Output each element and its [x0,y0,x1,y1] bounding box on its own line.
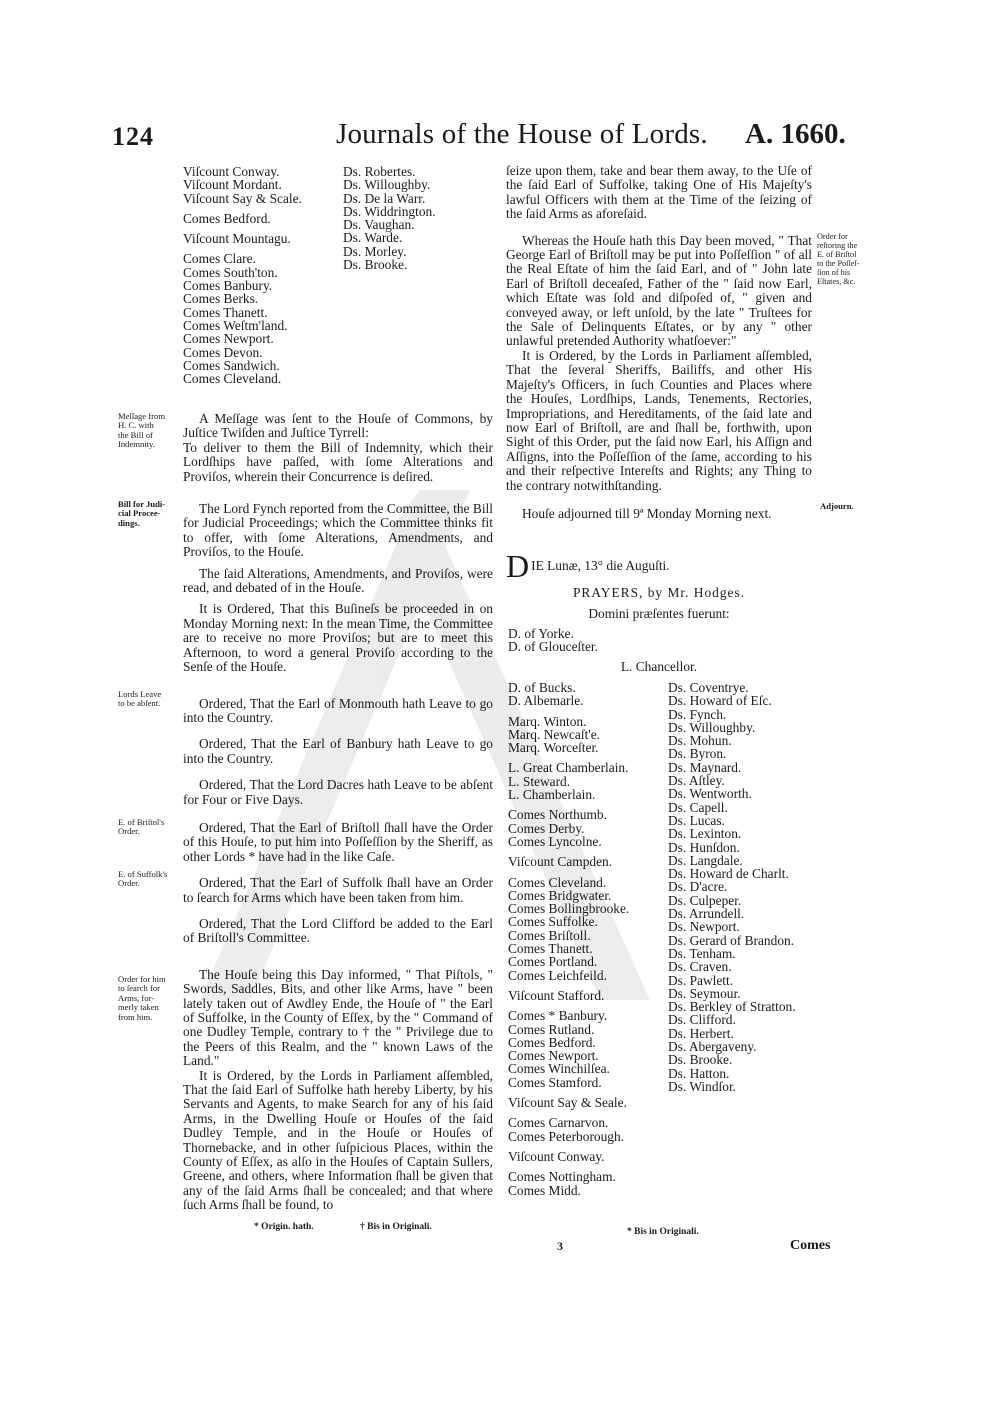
lord-name: Ds. Craven. [668,959,732,975]
lord-name: L. Great Chamberlain. [508,760,629,776]
lord-name: Comes Weſtm'land. [183,317,288,333]
lord-name: Ds. Capell. [668,799,728,815]
paragraph: To deliver to them the Bill of Indemnity, which their Lordſhips have paſſed, with ſome Alterations and Proviſos, wherein their Concurrence is deſired. [183,439,493,484]
left-column-text [183,412,493,1213]
lord-name: Ds. Brooke. [668,1052,733,1068]
lord-name: Comes Suffolke. [508,914,598,930]
lord-name: Viſcount Campden. [508,854,613,870]
lord-name: Comes * Banbury. [508,1008,608,1024]
lord-name: Ds. D'acre. [668,879,728,895]
lord-name: L. Chamberlain. [508,787,596,803]
lord-name: Ds. Robertes. [343,164,416,179]
footnote: † Bis in Originali. [360,1222,432,1232]
lord-name: Marq. Worceſter. [508,740,599,756]
lord-name: Comes Clare. [183,251,256,267]
paragraph: It is Ordered, by the Lords in Parliament aſſembled, That the ſaid Earl of Suffolke hath hereby Liberty, by his Servants and Agents, to make Search for any of his ſaid Arms, in the Dwelling Houſe or Houſes of the ſaid Dudley Temple, and in the Houſe or Houſes of Thornebacke, and in other ſuſpicious Places, within the County of Eſſex, as alſo in the Houſes of Captain Sullers, Greene, and others, where Information ſhall be given that any of the ſaid Arms ſhall be concealed; and that where ſuch Arms ſhall be found, to [183,1067,493,1213]
lord-name: Comes Carnarvon. [508,1115,609,1131]
present-line: Domini præſentes fuerunt: [588,606,730,621]
lord-name: Comes Midd. [508,1182,581,1198]
paragraph: Whereas the Houſe hath this Day been moved, " That George Earl of Briſtoll may be put into Poſſeſſion " of all the Real Eſtate of him the ſaid Earl, and of " John late Earl of Briſtoll deceaſed, Father of the " ſaid now Earl, which Eſtate was ſold and diſpoſed of, " given and conveyed away, or left unſold, by the late " Truſtees for the Sale of Delinquents Eſtates, or by any " other unlawful pretended Authority whatſoever:" [506,232,812,349]
lord-name: Ds. Lucas. [668,812,725,828]
footnote: * Bis in Originali. [627,1227,699,1237]
right-lords-list-1 [508,681,629,1197]
margin-note: Adjourn. [820,501,854,511]
paragraph: Houſe adjourned till 9ª Monday Morning next. [522,505,772,521]
lord-name: Viſcount Conway. [508,1148,605,1164]
margin-note: E. of Briſtol's Order. [118,817,165,837]
lord-name: Ds. Berkley of Stratton. [668,999,796,1015]
lord-name: Ds. Abergaveny. [668,1039,757,1055]
lord-name: Comes Bedford. [183,210,271,226]
prayers-line: PRAYERS, by Mr. Hodges. [572,585,746,600]
running-title: Journals of the House of Lords. [336,118,708,150]
lord-name: Ds. Coventrye. [668,680,749,695]
paragraph: Ordered, That the Lord Clifford be added to the Earl of Briſtoll's Committee. [183,915,493,946]
paragraph: Ordered, That the Earl of Suffolk ſhall have an Order to ſearch for Arms which have been taken from him. [183,875,493,905]
lord-name: Comes Briſtoll. [508,927,591,943]
dukes-list [508,627,598,654]
lord-name: Viſcount Say & Scale. [183,190,302,206]
lord-name: Ds. Warde. [343,230,403,246]
lord-name: Viſcount Mordant. [183,177,282,193]
paragraph: Ordered, That the Earl of Banbury hath Leave to go into the Country. [183,736,493,766]
lord-name: Viſcount Mountagu. [183,231,291,247]
lord-name: Comes Bedford. [508,1034,596,1050]
lord-name: D. of Bucks. [508,680,576,695]
lord-name: Ds. Fynch. [668,706,727,722]
lord-name: Ds. Morley. [343,243,407,259]
margin-note: Meſſage from H. C. with the Bill of Indemnity. [118,411,166,450]
paragraph: The Lord Fynch reported from the Committee, the Bill for Judicial Proceedings; which the Committee thinks fit to offer, with ſome Alterations, Amendments, and Proviſos, to the Houſe. [183,501,493,560]
margin-note: Bill for Judi- cial Procee- dings. [118,499,166,528]
lord-name: Ds. Gerard of Brandon. [668,932,795,948]
lord-name: Comes Thanett. [183,304,268,320]
lord-name: Comes Newport. [508,1048,599,1064]
lord-name: Ds. Pawlett. [668,972,734,988]
lord-name: Ds. De la Warr. [343,190,426,206]
lord-name: Ds. Lexinton. [668,826,742,842]
margin-note: Order for him to ſearch for Arms, for- merly taken from him. [118,974,166,1022]
lord-name: Marq. Winton. [508,713,587,729]
lord-name: Comes Stamford. [508,1074,602,1090]
lord-name: Comes Sandwich. [183,357,280,373]
lord-name: Ds. Windſor. [668,1078,737,1094]
lord-name: Ds. Hatton. [668,1065,730,1081]
left-lords-list-2 [343,165,436,271]
lord-name: Ds. Willoughby. [668,719,756,735]
lord-name: Viſcount Stafford. [508,987,605,1003]
lord-name: Ds. Mohun. [668,733,732,749]
lord-name: D. of Yorke. [508,626,574,641]
left-lords-list-1 [183,165,302,385]
lord-name: Ds. Culpeper. [668,892,742,908]
lord-name: Ds. Seymour. [668,985,741,1001]
lord-name: Ds. Herbert. [668,1025,734,1041]
day-heading-text: IE Lunæ, 13° die Auguſti. [531,558,670,573]
lord-name: Ds. Widdrington. [343,203,436,219]
lord-name: Comes Thanett. [508,941,593,957]
lord-name: Comes Cleveland. [508,874,607,890]
lord-name: Ds. Langdale. [668,852,743,868]
lord-name: Ds. Wentworth. [668,786,752,802]
margin-note: E. of Suffolk's Order. [118,869,168,889]
lord-name: Ds. Tenham. [668,945,736,961]
paragraph: A Meſſage was ſent to the Houſe of Commons, by Juſtice Twiſden and Juſtice Tyrrell: [183,411,493,441]
lord-name: Ds. Hunſdon. [668,839,740,855]
lord-name: Comes South'ton. [183,264,278,280]
paragraph: It is Ordered, That this Buſineſs be proceeded in on Monday Morning next: In the mean Time, the Committee are to receive no more Proviſos; but are to meet this Afternoon, to word a general Proviſo according to the Senſe of the Houſe. [183,601,493,675]
paragraph: The ſaid Alterations, Amendments, and Proviſos, were read, and debated of in the Houſe. [183,565,493,596]
lord-name: Viſcount Conway. [183,164,280,179]
paragraph: Ordered, That the Earl of Briſtoll ſhall have the Order of this Houſe, to put him into Poſſeſſion by the Sheriff, as other Lords * have had in the like Caſe. [183,819,493,864]
lord-name: Comes Devon. [183,344,263,360]
lord-name: Comes Newport. [183,331,274,347]
lord-name: Comes Northumb. [508,807,607,823]
paragraph: Ordered, That the Earl of Monmouth hath Leave to go into the Country. [183,695,493,725]
lord-name: Comes Lyncolne. [508,833,602,849]
paragraph: It is Ordered, by the Lords in Parliament aſſembled, That the ſeveral Sheriffs, Bailiffs, and other His Majeſty's Officers, in ſuch Counties and Places where the Houſes, Lordſhips, Lands, Tenements, Rectories, Impropriations, and Hereditaments, of the ſaid late and now Earl of Briſtoll, are and ſhall be, forthwith, upon Sight of this Order, put the ſaid now Earl, his Aſſign and Aſſigns, into the Poſſeſſion of the ſame, according to his and their reſpective Intereſts and Rights; any Thing to the contrary notwithſtanding. [506,347,812,493]
year-label: A. 1660. [745,118,846,150]
lord-name: Marq. Newcaſt'e. [508,726,601,742]
lord-name: Comes Derby. [508,820,585,836]
lord-name: Viſcount Say & Seale. [508,1095,627,1111]
page-number: 124 [112,122,154,151]
paragraph: ſeize upon them, take and bear them away, to the Uſe of the ſaid Earl of Suffolke, taking One of His Majeſty's lawful Officers with them at the Time of the ſeizing of the ſaid Arms as aforeſaid. [506,163,812,222]
lord-name: Comes Leichfeild. [508,967,607,983]
lord-name: Ds. Howard of Eſc. [668,693,772,709]
chancellor-line: L. Chancellor. [620,659,698,674]
lord-name: Comes Banbury. [183,278,273,294]
lord-name: Comes Peterborough. [508,1128,625,1144]
lord-name: L. Steward. [508,773,571,789]
lord-name: Ds. Brooke. [343,257,408,273]
lord-name: Ds. Maynard. [668,759,742,775]
lord-name: Comes Bridgwater. [508,887,612,903]
dropcap: D [506,548,530,584]
lord-name: D. of Glouceſter. [508,639,598,655]
lord-name: Comes Bollingbrooke. [508,901,630,917]
lord-name: Ds. Newport. [668,919,740,935]
margin-note: Order for reſtoring the E. of Briſtol to the Poſſeſ- ſion of his Eſtates, &c. [817,232,860,286]
lord-name: Ds. Aſtley. [668,773,725,789]
lord-name: Comes Cleveland. [183,371,282,387]
right-column-text [506,164,812,521]
lord-name: Ds. Clifford. [668,1012,736,1028]
right-lords-list-2 [668,681,796,1093]
paragraph: The Houſe being this Day informed, " That Piſtols, " Swords, Saddles, Bits, and other like Arms, have " been lately taken out of Awdley Ende, the Houſe of " the Earl of Suffolke, in the County of Eſſex, by the " Command of one Dudley Temple, contrary to † the " Privilege due to the Peers of this Realm, and the " known Laws of the Land." [183,966,493,1069]
lord-name: Comes Portland. [508,954,598,970]
paragraph: Ordered, That the Lord Dacres hath Leave to be abſent for Four or Five Days. [183,777,493,807]
lord-name: Ds. Arrundell. [668,906,745,922]
lord-name: Ds. Howard de Charlt. [668,866,789,882]
lord-name: Ds. Vaughan. [343,217,415,233]
lord-name: Comes Rutland. [508,1021,595,1037]
lord-name: Ds. Willoughby. [343,177,431,193]
lord-name: Comes Berks. [183,291,259,307]
lord-name: Ds. Byron. [668,746,727,762]
lord-name: D. Albemarle. [508,693,584,709]
margin-note: Lords Leave to be abſent. [118,689,162,709]
day-heading [506,548,812,584]
footnote: * Origin. hath. [254,1222,314,1232]
lord-name: Comes Nottingham. [508,1169,616,1185]
signature-mark: 3 [557,1239,563,1253]
catchword: Comes [790,1238,831,1253]
lord-name: Comes Winchilſea. [508,1061,610,1077]
